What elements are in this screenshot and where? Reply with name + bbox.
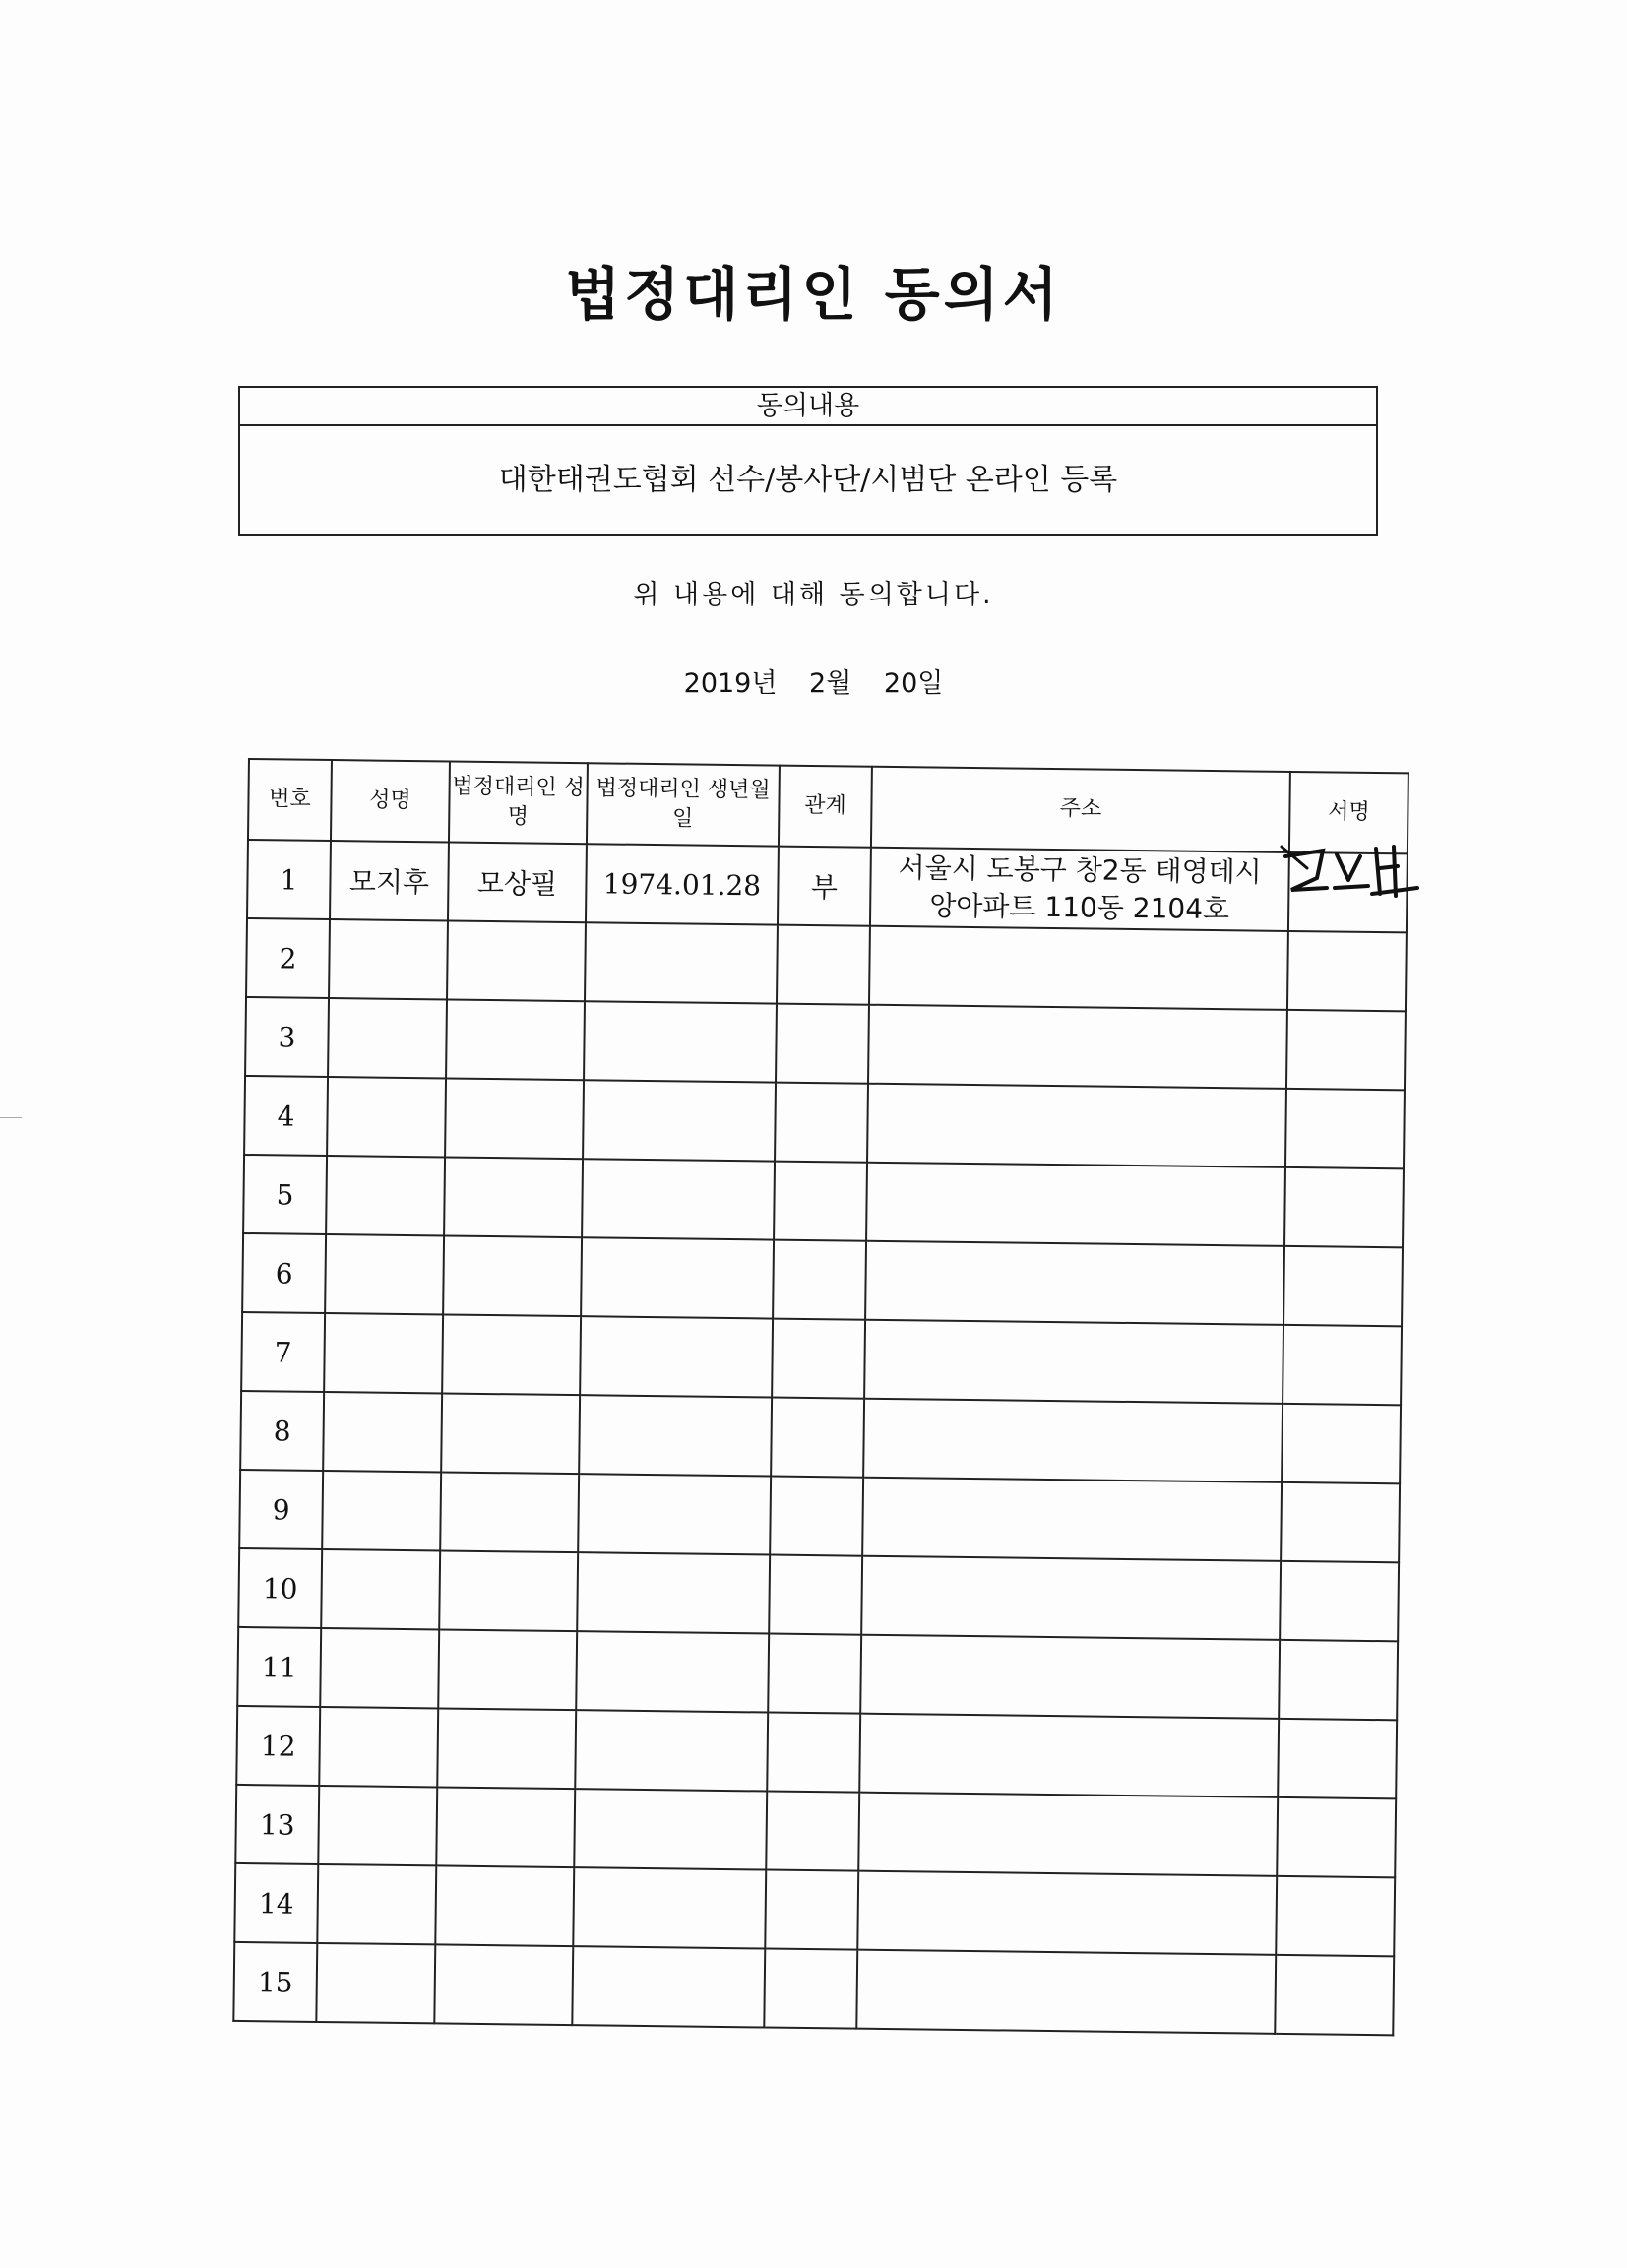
table-row — [233, 1942, 1394, 2035]
signature-cell — [1283, 1325, 1402, 1405]
guardian-birth-cell — [576, 1631, 769, 1712]
table-row — [246, 918, 1407, 1011]
address-cell — [856, 1950, 1276, 2034]
table-row — [244, 1076, 1405, 1168]
consent-header: 동의내용 — [240, 388, 1376, 426]
name-cell — [322, 1471, 441, 1550]
guardian-name-cell — [436, 1787, 575, 1867]
header-guardian-birth: 법정대리인 생년월일 — [587, 763, 780, 846]
guardian-birth-cell — [578, 1474, 771, 1554]
row-number: 4 — [244, 1076, 328, 1156]
name-cell — [320, 1628, 439, 1708]
header-guardian-name: 법정대리인 성명 — [449, 762, 588, 845]
address-cell — [859, 1714, 1279, 1797]
guardian-birth-cell — [585, 922, 778, 1003]
guardian-name-cell — [435, 1865, 574, 1946]
signature-cell — [1277, 1797, 1396, 1877]
date-day: 20일 — [883, 668, 944, 699]
header-signature: 서명 — [1289, 772, 1408, 853]
address-cell — [869, 926, 1288, 1010]
name-cell — [319, 1707, 438, 1787]
address-line2: 앙아파트 110동 2104호 — [929, 889, 1230, 926]
consent-date — [0, 662, 1627, 700]
table-row — [245, 997, 1406, 1090]
address-cell — [865, 1241, 1284, 1325]
relation-cell — [764, 1949, 857, 2029]
relation-cell — [777, 925, 870, 1005]
guardian-name-cell — [438, 1629, 577, 1710]
guardian-name-cell — [440, 1472, 579, 1552]
table-row — [242, 1233, 1403, 1326]
guardian-registration-table — [232, 758, 1409, 2036]
guardian-birth-cell — [584, 1001, 777, 1082]
relation-cell — [765, 1870, 858, 1950]
relation-cell — [776, 1004, 869, 1084]
address-cell — [860, 1635, 1280, 1719]
name-cell — [329, 919, 448, 999]
table-body — [233, 840, 1408, 2035]
guardian-name-cell — [441, 1393, 580, 1474]
guardian-birth-cell: 1974.01.28 — [586, 844, 779, 924]
name-cell — [323, 1392, 442, 1472]
guardian-name-cell — [434, 1944, 573, 2025]
guardian-birth-cell — [580, 1316, 773, 1397]
scan-edge-mark — [0, 1117, 22, 1118]
address-cell — [857, 1871, 1277, 1955]
guardian-name-cell — [445, 1078, 584, 1159]
guardian-name-cell — [443, 1235, 582, 1316]
row-number: 9 — [239, 1470, 323, 1549]
row-number: 14 — [234, 1863, 318, 1943]
row-number: 1 — [247, 840, 331, 919]
row-number: 2 — [246, 918, 330, 998]
address-cell — [862, 1478, 1282, 1561]
name-cell — [328, 998, 447, 1078]
date-month: 2월 — [809, 668, 852, 699]
name-cell — [317, 1864, 436, 1944]
guardian-birth-cell — [583, 1080, 776, 1161]
signature-cell — [1280, 1561, 1399, 1641]
name-cell — [326, 1156, 445, 1235]
guardian-name-cell — [447, 920, 586, 1001]
address-cell — [866, 1163, 1285, 1246]
name-cell — [324, 1313, 443, 1393]
signature-cell — [1284, 1167, 1404, 1247]
table-header-row — [248, 759, 1408, 853]
table-row — [241, 1312, 1402, 1405]
row-number: 12 — [236, 1706, 320, 1786]
guardian-name-cell — [437, 1708, 576, 1789]
table-row — [235, 1785, 1396, 1877]
table-row — [238, 1548, 1399, 1641]
signature-cell — [1275, 1955, 1394, 2035]
signature-cell — [1287, 931, 1407, 1011]
relation-cell — [771, 1398, 864, 1478]
relation-cell — [772, 1319, 865, 1399]
date-year: 2019년 — [683, 668, 778, 699]
signature-cell — [1286, 1010, 1406, 1090]
table-row — [243, 1155, 1404, 1247]
guardian-birth-cell — [573, 1867, 766, 1948]
row-number: 8 — [240, 1391, 324, 1471]
header-number: 번호 — [248, 759, 332, 841]
relation-cell — [766, 1792, 859, 1871]
guardian-name-cell: 모상필 — [448, 842, 587, 922]
guardian-birth-cell — [577, 1552, 770, 1633]
row-number: 5 — [243, 1155, 327, 1234]
table-row — [239, 1470, 1400, 1562]
signature-cell — [1282, 1404, 1401, 1483]
guardian-birth-cell — [575, 1710, 768, 1791]
relation-cell — [774, 1162, 867, 1241]
agreement-statement: 위 내용에 대해 동의합니다. — [633, 580, 994, 610]
address-cell — [864, 1320, 1283, 1404]
consent-content: 대한태권도협회 선수/봉사단/시범단 온라인 등록 — [498, 463, 1118, 497]
signature-cell — [1285, 1089, 1405, 1168]
name-cell — [321, 1549, 440, 1629]
guardian-birth-cell — [574, 1789, 767, 1869]
signature-cell — [1276, 1876, 1395, 1956]
row-number: 6 — [242, 1233, 326, 1313]
name-cell — [325, 1234, 444, 1314]
address-cell — [868, 1005, 1287, 1089]
name-cell — [316, 1943, 435, 2023]
signature-cell — [1281, 1482, 1400, 1562]
name-cell — [318, 1786, 437, 1865]
guardian-name-cell — [439, 1550, 578, 1631]
relation-cell — [770, 1477, 863, 1556]
guardian-name-cell — [444, 1157, 583, 1237]
address-cell — [861, 1556, 1281, 1640]
relation-cell — [767, 1713, 860, 1793]
relation-cell — [773, 1240, 866, 1320]
row-number: 7 — [241, 1312, 325, 1392]
row-number: 15 — [233, 1942, 317, 2022]
guardian-birth-cell — [581, 1237, 774, 1318]
address-cell — [867, 1084, 1286, 1167]
relation-cell: 부 — [778, 847, 871, 926]
handwritten-signature — [1278, 839, 1423, 902]
address-cell — [863, 1399, 1283, 1482]
header-name: 성명 — [331, 760, 450, 842]
table-row — [236, 1706, 1397, 1798]
signature-cell — [1283, 1246, 1403, 1326]
row-number: 11 — [237, 1627, 321, 1707]
table-row — [237, 1627, 1398, 1720]
header-address: 주소 — [871, 767, 1290, 852]
guardian-birth-cell — [582, 1159, 775, 1239]
row-number: 10 — [238, 1548, 322, 1628]
table-row — [240, 1391, 1401, 1483]
address-cell — [858, 1793, 1278, 1876]
signature-cell — [1278, 1719, 1397, 1798]
document-title: 법정대리인 동의서 — [565, 261, 1062, 328]
relation-cell — [775, 1083, 868, 1163]
name-cell: 모지후 — [330, 841, 449, 920]
relation-cell — [769, 1555, 862, 1635]
row-number: 3 — [245, 997, 329, 1077]
relation-cell — [768, 1634, 861, 1714]
consent-content-box — [238, 386, 1378, 536]
row-number: 13 — [235, 1785, 319, 1864]
guardian-name-cell — [446, 999, 585, 1080]
address-cell — [870, 848, 1289, 931]
guardian-birth-cell — [572, 1946, 765, 2027]
address-line1: 서울시 도봉구 창2동 태영데시 — [898, 851, 1262, 889]
guardian-birth-cell — [579, 1395, 772, 1476]
name-cell — [327, 1077, 446, 1157]
header-relation: 관계 — [779, 766, 872, 848]
table-row — [234, 1863, 1395, 1956]
guardian-name-cell — [442, 1314, 581, 1395]
table-row — [247, 840, 1408, 932]
signature-cell — [1279, 1640, 1398, 1720]
